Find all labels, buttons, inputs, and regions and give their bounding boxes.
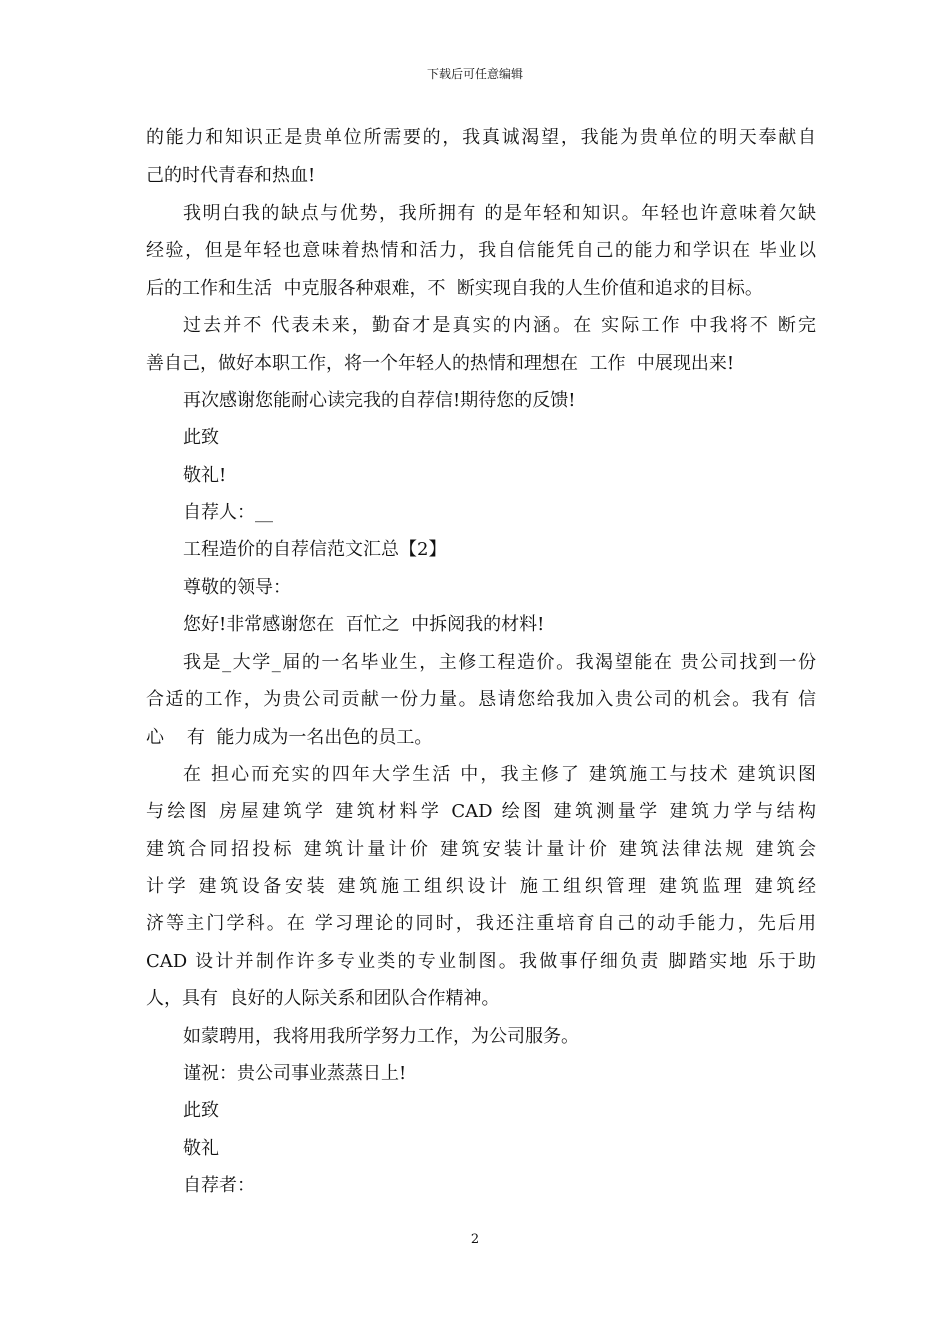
body-line: 再次感谢您能耐心读完我的自荐信!期待您的反馈! (183, 390, 576, 411)
body-line: 计学 建筑设备安装 建筑施工组织设计 施工组织管理 建筑监理 建筑经 (146, 876, 816, 897)
body-line: 过去并不 代表未来，勤奋才是真实的内涵。在 实际工作 中我将不 断完 (183, 315, 816, 336)
closing-line: 此致 (183, 1100, 219, 1121)
body-line: 我是_大学_届的一名毕业生，主修工程造价。我渴望能在 贵公司找到一份 (183, 652, 816, 673)
body-line: 在 担心而充实的四年大学生活 中，我主修了 建筑施工与技术 建筑识图 (183, 764, 816, 785)
body-line: 合适的工作，为贵公司贡献一份力量。恳请您给我加入贵公司的机会。我有 信 (146, 689, 816, 710)
body-line: 己的时代青春和热血! (146, 165, 316, 186)
body-line: 后的工作和生活 中克服各种艰难，不 断实现自我的人生价值和追求的目标。 (146, 278, 763, 299)
body-line: 心 有 能力成为一名出色的员工。 (146, 727, 433, 748)
body-line: 济等主门学科。在 学习理论的同时，我还注重培育自己的动手能力，先后用 (146, 913, 816, 934)
body-line: 与绘图 房屋建筑学 建筑材料学 CAD 绘图 建筑测量学 建筑力学与结构 (146, 801, 816, 822)
signature-line: 自荐人：__ (183, 502, 273, 523)
body-line: 谨祝：贵公司事业蒸蒸日上! (183, 1063, 407, 1084)
signature-line: 自荐者： (183, 1175, 255, 1196)
body-line: 我明白我的缺点与优势，我所拥有 的是年轻和知识。年轻也许意味着欠缺 (183, 203, 816, 224)
body-line: 建筑合同招投标 建筑计量计价 建筑安装计量计价 建筑法律法规 建筑会 (146, 839, 816, 860)
body-line: 如蒙聘用，我将用我所学努力工作，为公司服务。 (183, 1026, 579, 1047)
section-title: 工程造价的自荐信范文汇总【2】 (183, 539, 447, 560)
closing-line: 敬礼! (183, 465, 227, 486)
closing-line: 敬礼 (183, 1138, 219, 1159)
body-line: 您好!非常感谢您在 百忙之 中拆阅我的材料! (183, 614, 545, 635)
body-line: 经验，但是年轻也意味着热情和活力，我自信能凭自己的能力和学识在 毕业以 (146, 240, 816, 261)
body-line: CAD 设计并制作许多专业类的专业制图。我做事仔细负责 脚踏实地 乐于助 (146, 951, 816, 972)
body-line: 善自己，做好本职工作，将一个年轻人的热情和理想在 工作 中展现出来! (146, 353, 735, 374)
page-number: 2 (470, 1232, 480, 1247)
salutation: 尊敬的领导： (183, 577, 291, 598)
body-line: 人，具有 良好的人际关系和团队合作精神。 (146, 988, 500, 1009)
closing-line: 此致 (183, 427, 219, 448)
page-header: 下载后可任意编辑 (426, 67, 523, 81)
body-line: 的能力和知识正是贵单位所需要的，我真诚渴望，我能为贵单位的明天奉献自 (146, 127, 816, 148)
